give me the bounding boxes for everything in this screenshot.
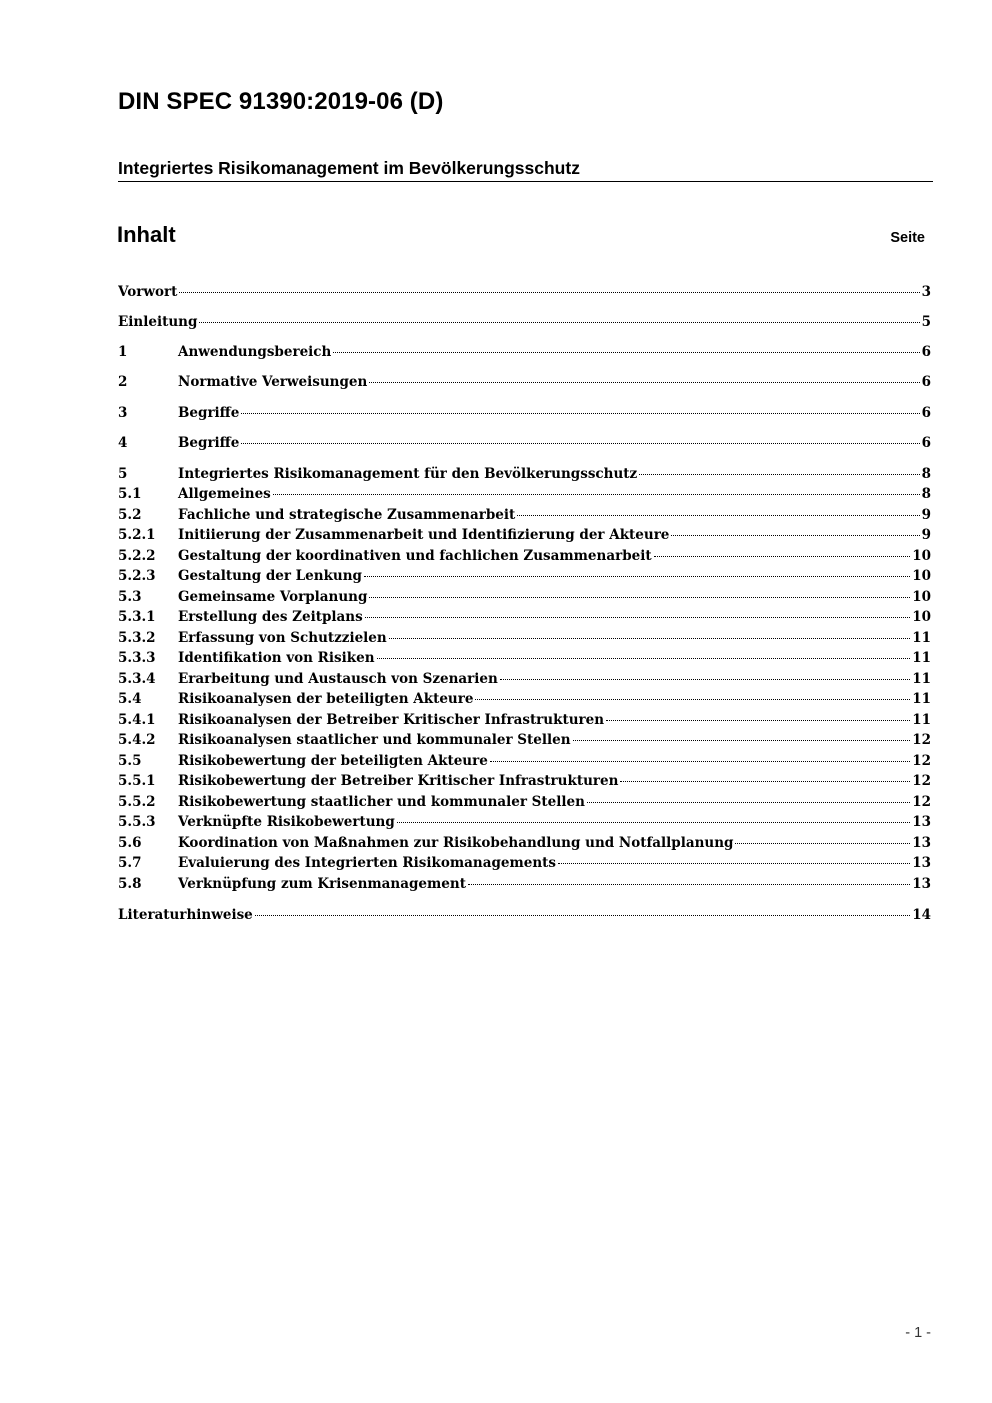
toc-entry-number: 5.4.2	[118, 732, 156, 748]
toc-entry-title: Integriertes Risikomanagement für den Bevölkerungsschutz	[178, 466, 638, 482]
toc-entry-title: Verknüpfung zum Krisenmanagement	[178, 876, 466, 892]
toc-entry-page: 6	[921, 435, 931, 451]
toc-entry-title: Normative Verweisungen	[178, 374, 368, 390]
toc-entry-number: 5.6	[118, 835, 142, 851]
toc-entry[interactable]	[118, 812, 931, 832]
toc-entry[interactable]	[118, 464, 931, 484]
page-number: - 1 -	[905, 1325, 931, 1341]
toc-dot-leader	[199, 322, 919, 323]
toc-dot-leader	[365, 617, 910, 618]
toc-dot-leader	[241, 443, 919, 444]
toc-entry-page: 10	[912, 609, 931, 625]
toc-entry-page: 13	[912, 835, 931, 851]
toc-dot-leader	[241, 413, 919, 414]
toc-entry[interactable]	[118, 689, 931, 709]
document-title: DIN SPEC 91390:2019-06 (D)	[118, 88, 444, 115]
toc-entry-page: 6	[921, 374, 931, 390]
toc-entry-page: 11	[912, 691, 931, 707]
toc-heading: Inhalt	[117, 222, 176, 247]
toc-entry-number: 5.7	[118, 855, 142, 871]
toc-dot-leader	[369, 382, 919, 383]
toc-entry[interactable]	[118, 874, 931, 894]
toc-dot-leader	[397, 822, 910, 823]
toc-dot-leader	[369, 597, 910, 598]
toc-entry-page: 9	[921, 527, 931, 543]
toc-entry[interactable]	[118, 403, 931, 423]
toc-entry[interactable]	[118, 587, 931, 607]
toc-entry-page: 12	[912, 732, 931, 748]
toc-entry-title: Erfassung von Schutzzielen	[178, 630, 387, 646]
toc-dot-leader	[364, 576, 910, 577]
toc-dot-leader	[333, 352, 919, 353]
toc-entry-page: 14	[912, 907, 931, 923]
toc-dot-leader	[735, 843, 910, 844]
toc-entry-title: Koordination von Maßnahmen zur Risikobehandlung und Notfallplanung	[178, 835, 734, 851]
toc-entry-number: 5.5.3	[118, 814, 156, 830]
toc-entry[interactable]	[118, 282, 931, 302]
toc-entry-number: 5.3.3	[118, 650, 156, 666]
toc-entry[interactable]	[118, 546, 931, 566]
toc-entry-page: 11	[912, 712, 931, 728]
toc-entry-number: 5.3.2	[118, 630, 156, 646]
toc-dot-leader	[620, 781, 910, 782]
toc-entry-number: 5.5.1	[118, 773, 156, 789]
toc-entry-number: 5.3	[118, 589, 142, 605]
toc-entry[interactable]	[118, 905, 931, 925]
toc-entry-number: 5	[118, 466, 128, 482]
toc-entry-title: Begriffe	[178, 405, 240, 421]
toc-dot-leader	[587, 802, 910, 803]
toc-entry-title: Initiierung der Zusammenarbeit und Identifizierung der Akteure	[178, 527, 670, 543]
toc-entry-title: Verknüpfte Risikobewertung	[178, 814, 395, 830]
toc-entry-page: 6	[921, 405, 931, 421]
toc-dot-leader	[468, 884, 910, 885]
toc-entry[interactable]	[118, 342, 931, 362]
toc-entry[interactable]	[118, 730, 931, 750]
toc-entry[interactable]	[118, 566, 931, 586]
toc-entry[interactable]	[118, 833, 931, 853]
toc-dot-leader	[377, 658, 911, 659]
toc-entry-number: 5.2	[118, 507, 142, 523]
toc-dot-leader	[273, 494, 920, 495]
toc-dot-leader	[179, 292, 919, 293]
toc-entry-title: Risikobewertung staatlicher und kommunaler Stellen	[178, 794, 585, 810]
toc-entry-title: Gemeinsame Vorplanung	[178, 589, 368, 605]
toc-entry-number: 3	[118, 405, 128, 421]
toc-entry[interactable]	[118, 628, 931, 648]
toc-entry-number: 2	[118, 374, 128, 390]
toc-entry-title: Gestaltung der koordinativen und fachlichen Zusammenarbeit	[178, 548, 652, 564]
toc-dot-leader	[389, 638, 910, 639]
toc-entry-title: Einleitung	[118, 314, 198, 330]
toc-entry-page: 9	[921, 507, 931, 523]
toc-entry[interactable]	[118, 853, 931, 873]
toc-entry[interactable]	[118, 433, 931, 453]
toc-dot-leader	[475, 699, 910, 700]
toc-dot-leader	[573, 740, 911, 741]
toc-entry-number: 5.1	[118, 486, 142, 502]
toc-entry-page: 13	[912, 876, 931, 892]
toc-dot-leader	[500, 679, 910, 680]
toc-entry-title: Risikoanalysen der beteiligten Akteure	[178, 691, 474, 707]
toc-entry-title: Risikoanalysen der Betreiber Kritischer Infrastrukturen	[178, 712, 605, 728]
toc-entry-title: Risikobewertung der Betreiber Kritischer Infrastrukturen	[178, 773, 619, 789]
toc-entry-number: 5.8	[118, 876, 142, 892]
toc-entry-page: 8	[921, 486, 931, 502]
toc-entry-page: 11	[912, 671, 931, 687]
toc-entry-number: 5.5	[118, 753, 142, 769]
toc-dot-leader	[558, 863, 910, 864]
toc-entry-page: 5	[921, 314, 931, 330]
toc-entry-title: Risikoanalysen staatlicher und kommunaler Stellen	[178, 732, 571, 748]
toc-entry-page: 10	[912, 548, 931, 564]
toc-entry-title: Anwendungsbereich	[178, 344, 332, 360]
toc-entry-title: Identifikation von Risiken	[178, 650, 375, 666]
toc-entry[interactable]	[118, 372, 931, 392]
toc-entry-number: 1	[118, 344, 128, 360]
toc-entry[interactable]	[118, 525, 931, 545]
toc-entry-title: Erarbeitung und Austausch von Szenarien	[178, 671, 498, 687]
toc-dot-leader	[654, 556, 911, 557]
toc-entry-number: 5.3.4	[118, 671, 156, 687]
toc-entry-title: Risikobewertung der beteiligten Akteure	[178, 753, 488, 769]
toc-entry[interactable]	[118, 312, 931, 332]
page-column-label: Seite	[890, 230, 925, 246]
toc-entry-number: 5.2.1	[118, 527, 156, 543]
toc-dot-leader	[255, 915, 910, 916]
toc-entry-title: Erstellung des Zeitplans	[178, 609, 363, 625]
toc-entry[interactable]	[118, 751, 931, 771]
toc-entry-title: Begriffe	[178, 435, 240, 451]
toc-entry-title: Literaturhinweise	[118, 907, 253, 923]
toc-entry[interactable]	[118, 771, 931, 791]
toc-entry-page: 12	[912, 753, 931, 769]
toc-entry-page: 13	[912, 814, 931, 830]
toc-entry[interactable]	[118, 669, 931, 689]
toc-entry[interactable]	[118, 607, 931, 627]
toc-dot-leader	[671, 535, 919, 536]
toc-entry-page: 8	[921, 466, 931, 482]
toc-entry-number: 5.2.2	[118, 548, 156, 564]
toc-entry[interactable]	[118, 792, 931, 812]
document-subtitle: Integriertes Risikomanagement im Bevölkerungsschutz	[118, 158, 933, 182]
toc-dot-leader	[517, 515, 919, 516]
toc-entry[interactable]	[118, 710, 931, 730]
toc-entry[interactable]	[118, 505, 931, 525]
toc-entry-number: 5.4.1	[118, 712, 156, 728]
toc-entry-page: 6	[921, 344, 931, 360]
toc-entry-number: 4	[118, 435, 128, 451]
toc-dot-leader	[606, 720, 910, 721]
toc-entry-number: 5.3.1	[118, 609, 156, 625]
toc-entry-page: 12	[912, 794, 931, 810]
toc-entry-title: Evaluierung des Integrierten Risikomanagements	[178, 855, 557, 871]
toc-entry-page: 11	[912, 630, 931, 646]
toc-entry[interactable]	[118, 648, 931, 668]
toc-dot-leader	[639, 474, 919, 475]
toc-dot-leader	[490, 761, 910, 762]
toc-entry-number: 5.4	[118, 691, 142, 707]
toc-entry-number: 5.2.3	[118, 568, 156, 584]
toc-entry-title: Allgemeines	[178, 486, 271, 502]
toc-entry-page: 12	[912, 773, 931, 789]
toc-entry-title: Vorwort	[118, 284, 178, 300]
toc-entry-title: Gestaltung der Lenkung	[178, 568, 362, 584]
toc-entry-number: 5.5.2	[118, 794, 156, 810]
toc-entry-page: 10	[912, 589, 931, 605]
toc-entry[interactable]	[118, 484, 931, 504]
toc-entry-page: 13	[912, 855, 931, 871]
toc-entry-page: 11	[912, 650, 931, 666]
toc-entry-page: 3	[921, 284, 931, 300]
toc-entry-page: 10	[912, 568, 931, 584]
toc-entry-title: Fachliche und strategische Zusammenarbeit	[178, 507, 516, 523]
